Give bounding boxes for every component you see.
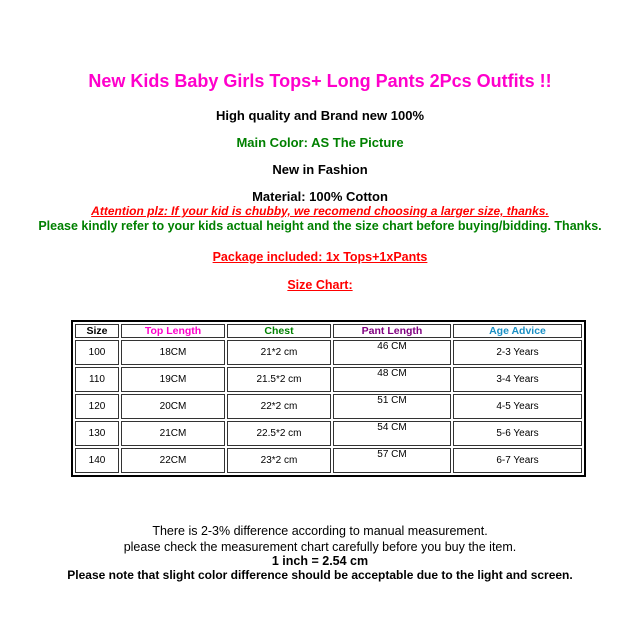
header-size: Size (75, 324, 119, 338)
cell-age-advice: 4-5 Years (453, 394, 582, 419)
cell-top-length: 21CM (121, 421, 225, 446)
quality-line: High quality and Brand new 100% (215, 108, 425, 123)
cell-age-advice: 6-7 Years (453, 448, 582, 473)
cell-top-length: 18CM (121, 340, 225, 365)
attention-line: Attention plz: If your kid is chubby, we recomend choosing a larger size, thanks. (91, 204, 549, 218)
cell-pant-length: 54 CM (333, 421, 451, 446)
fashion-line: New in Fashion (272, 162, 368, 177)
cell-size: 120 (75, 394, 119, 419)
footer-difference: There is 2-3% difference according to manual measurement. (152, 524, 488, 538)
cell-chest: 22*2 cm (227, 394, 331, 419)
cell-chest: 21*2 cm (227, 340, 331, 365)
size-chart-table (71, 320, 586, 477)
header-chest: Chest (227, 324, 331, 338)
header-pant-length: Pant Length (333, 324, 451, 338)
table-row (75, 340, 582, 365)
material-line: Material: 100% Cotton (252, 189, 388, 204)
cell-chest: 22.5*2 cm (227, 421, 331, 446)
cell-age-advice: 3-4 Years (453, 367, 582, 392)
refer-line: Please kindly refer to your kids actual height and the size chart before buying/bidding. Thanks. (38, 219, 602, 233)
product-title: New Kids Baby Girls Tops+ Long Pants 2Pcs Outfits !! (88, 71, 552, 91)
cell-pant-length: 57 CM (333, 448, 451, 473)
cell-size: 110 (75, 367, 119, 392)
main-color-line: Main Color: AS The Picture (236, 135, 404, 150)
table-row (75, 367, 582, 392)
table-row (75, 448, 582, 473)
size-chart-label: Size Chart: (287, 278, 353, 292)
cell-chest: 23*2 cm (227, 448, 331, 473)
cell-pant-length: 51 CM (333, 394, 451, 419)
cell-top-length: 19CM (121, 367, 225, 392)
table-row (75, 394, 582, 419)
footer-color-note: Please note that slight color difference should be acceptable due to the light and screen. (67, 568, 573, 582)
cell-size: 100 (75, 340, 119, 365)
cell-age-advice: 2-3 Years (453, 340, 582, 365)
cell-chest: 21.5*2 cm (227, 367, 331, 392)
cell-size: 130 (75, 421, 119, 446)
cell-pant-length: 46 CM (333, 340, 451, 365)
cell-pant-length: 48 CM (333, 367, 451, 392)
cell-top-length: 20CM (121, 394, 225, 419)
table-row (75, 421, 582, 446)
table-header-row (75, 324, 582, 338)
footer-inch: 1 inch = 2.54 cm (271, 554, 369, 568)
cell-age-advice: 5-6 Years (453, 421, 582, 446)
header-age-advice: Age Advice (453, 324, 582, 338)
cell-top-length: 22CM (121, 448, 225, 473)
header-top-length: Top Length (121, 324, 225, 338)
package-line: Package included: 1x Tops+1xPants (212, 250, 428, 264)
cell-size: 140 (75, 448, 119, 473)
footer-check: please check the measurement chart carefully before you buy the item. (123, 540, 517, 554)
